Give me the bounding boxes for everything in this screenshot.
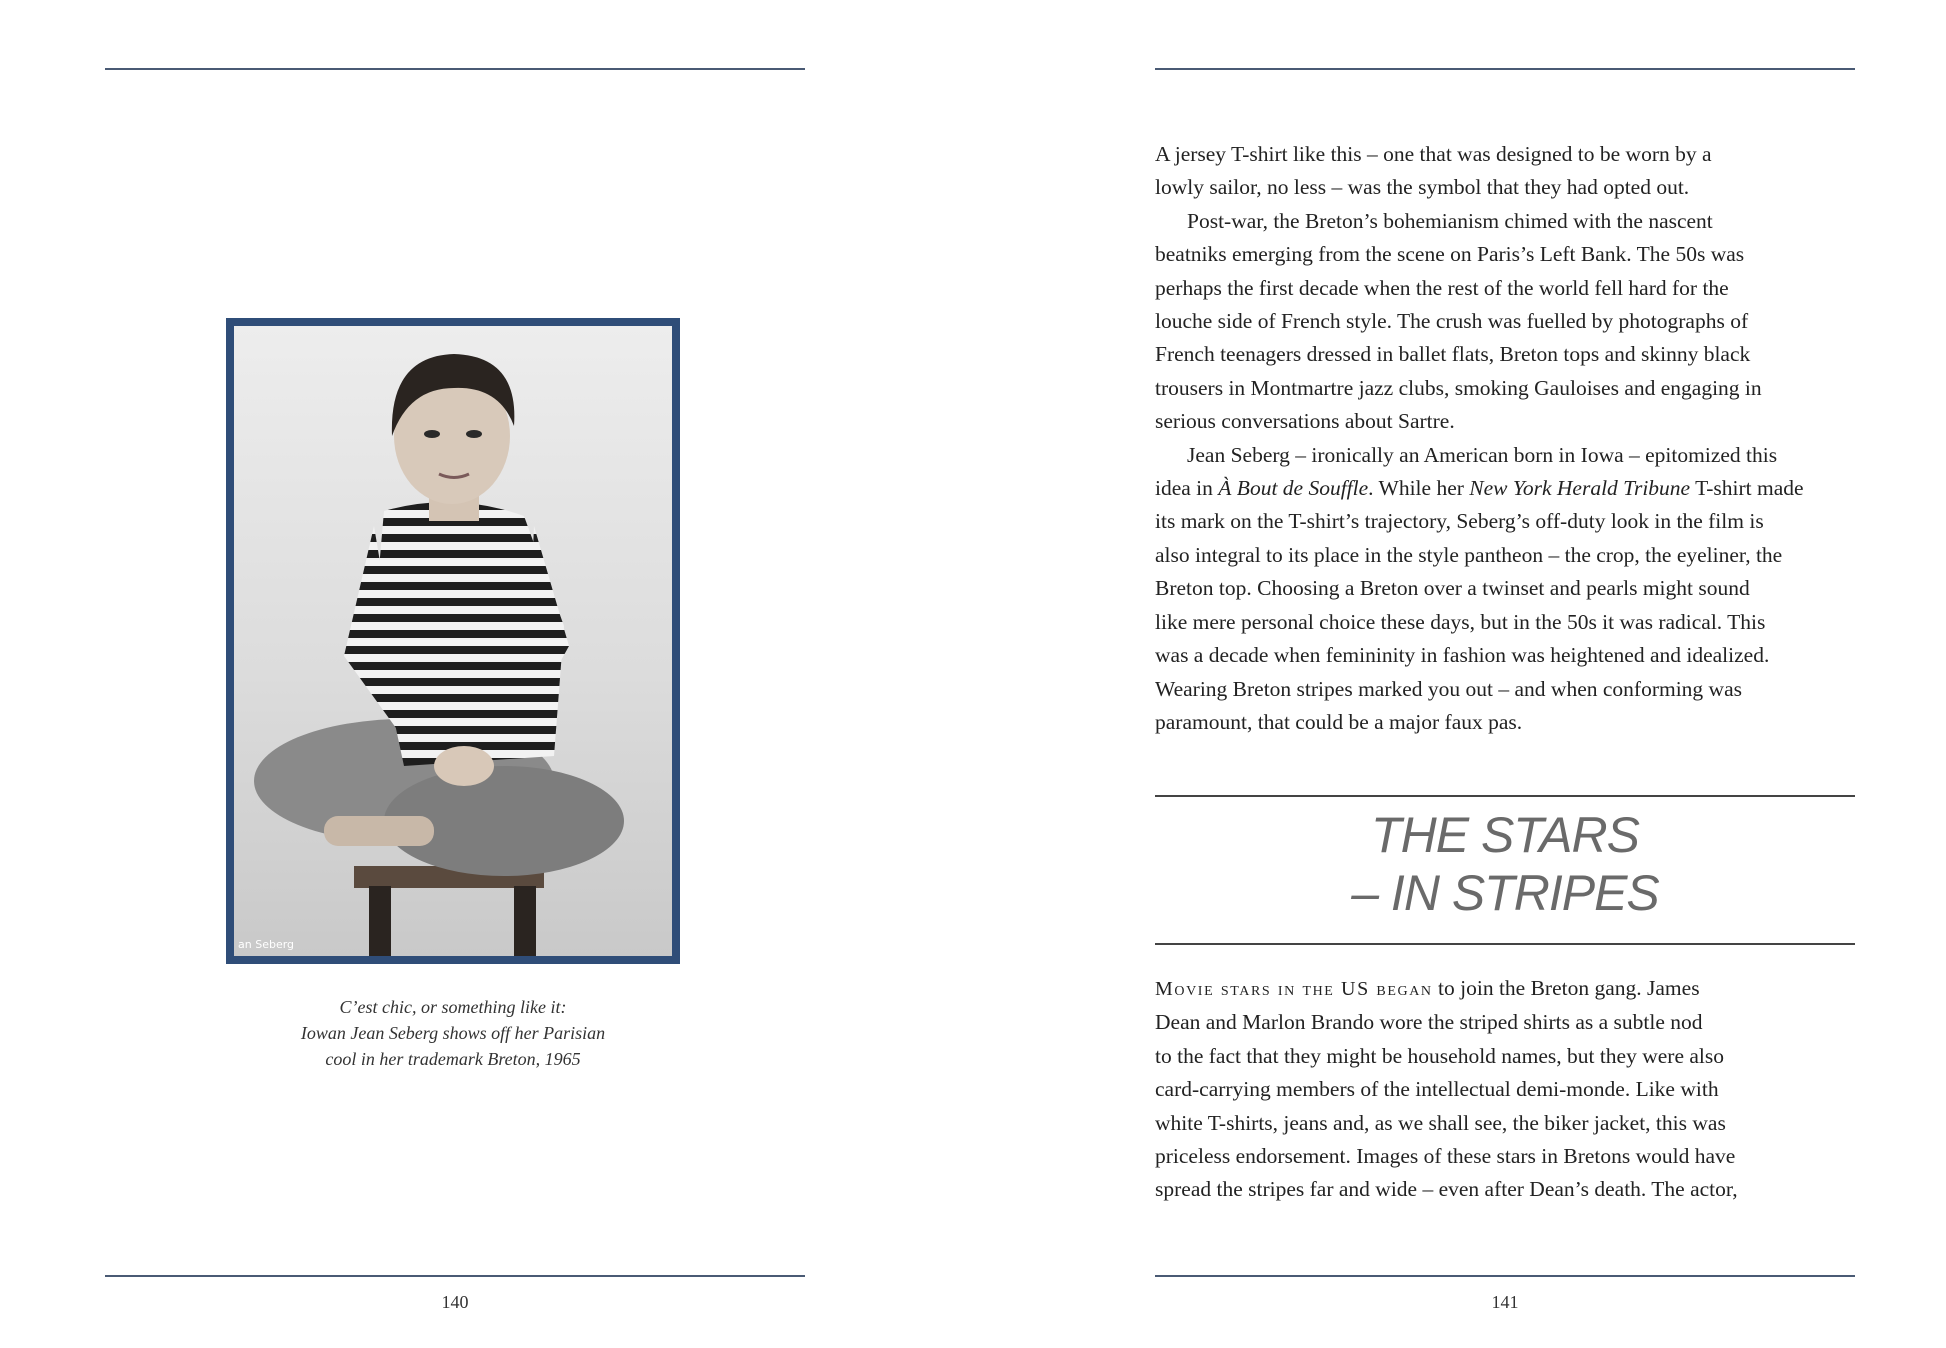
body-text-bottom: [1155, 972, 1855, 1207]
text-line: serious conversations about Sartre.: [1155, 409, 1455, 434]
heading-line: THE STARS: [1371, 807, 1639, 863]
paragraph-2: [1155, 205, 1855, 439]
text-line: lowly sailor, no less – was the symbol that they had opted out.: [1155, 175, 1690, 200]
text-line: Dean and Marlon Brando wore the striped shirts as a subtle nod: [1155, 1010, 1703, 1035]
body-text-top: [1155, 138, 1855, 739]
heading-line: – IN STRIPES: [1351, 865, 1659, 921]
text-line: [1155, 972, 1855, 1006]
top-rule-left: [105, 68, 805, 70]
text-line: Jean Seberg – ironically an American born in Iowa – epitomized this: [1187, 442, 1778, 467]
photo-corner-mark: an Seberg: [238, 938, 295, 951]
caption-line: cool in her trademark Breton, 1965: [325, 1049, 581, 1069]
text-line: to the fact that they might be household names, but they were also: [1155, 1043, 1725, 1068]
caption-line: C’est chic, or something like it:: [339, 997, 567, 1017]
photo-frame: [226, 318, 680, 964]
text-line: louche side of French style. The crush was fuelled by photographs of: [1155, 309, 1749, 334]
text-line: trousers in Montmartre jazz clubs, smoking Gauloises and engaging in: [1155, 375, 1762, 400]
text-line: priceless endorsement. Images of these stars in Bretons would have: [1155, 1144, 1736, 1169]
bottom-rule-right: [1155, 1275, 1855, 1277]
page-number-right: 141: [1491, 1292, 1519, 1312]
caption-line: Iowan Jean Seberg shows off her Parisian: [300, 1023, 606, 1043]
text-line: paramount, that could be a major faux pas.: [1155, 709, 1523, 734]
page-number-left: 140: [441, 1292, 469, 1312]
newspaper-title: New York Herald Tribune: [1469, 476, 1691, 501]
text-line: like mere personal choice these days, but in the 50s it was radical. This: [1155, 609, 1766, 634]
text-line: also integral to its place in the style pantheon – the crop, the eyeliner, the: [1155, 542, 1783, 567]
section-heading: [1155, 806, 1855, 922]
text-run: . While her: [1368, 476, 1470, 501]
text-line: its mark on the T-shirt’s trajectory, Seberg’s off-duty look in the film is: [1155, 509, 1764, 534]
heading-rule-bottom: [1155, 943, 1855, 945]
text-run: T-shirt made: [1690, 476, 1804, 501]
jean-seberg-photo: [234, 326, 672, 956]
bottom-rule-left: [105, 1275, 805, 1277]
paragraph-1: [1155, 138, 1855, 205]
text-line: card-carrying members of the intellectual demi-monde. Like with: [1155, 1077, 1719, 1102]
text-line: [1155, 472, 1855, 505]
text-line: French teenagers dressed in ballet flats, Breton tops and skinny black: [1155, 342, 1751, 367]
photo-illustration: [234, 326, 672, 956]
text-line: was a decade when femininity in fashion was heightened and idealized.: [1155, 643, 1770, 668]
text-line: spread the stripes far and wide – even after Dean’s death. The actor,: [1155, 1177, 1738, 1202]
text-line: Post-war, the Breton’s bohemianism chimed with the nascent: [1187, 208, 1713, 233]
film-title: À Bout de Souffle: [1218, 476, 1369, 501]
paragraph-4: [1155, 972, 1855, 1207]
text-run: to join the Breton gang. James: [1432, 976, 1700, 1000]
paragraph-3: [1155, 439, 1855, 740]
text-line: beatniks emerging from the scene on Paris’s Left Bank. The 50s was: [1155, 242, 1745, 267]
text-run: idea in: [1155, 476, 1219, 501]
text-line: Wearing Breton stripes marked you out – and when conforming was: [1155, 676, 1742, 701]
heading-rule-top: [1155, 795, 1855, 797]
photo-caption: [226, 994, 680, 1072]
text-line: Breton top. Choosing a Breton over a twinset and pearls might sound: [1155, 576, 1750, 601]
top-rule-right: [1155, 68, 1855, 70]
text-line: white T-shirts, jeans and, as we shall see, the biker jacket, this was: [1155, 1110, 1726, 1135]
lead-in: Movie stars in the US began: [1155, 978, 1433, 1000]
text-line: A jersey T-shirt like this – one that was designed to be worn by a: [1155, 142, 1712, 166]
text-line: perhaps the first decade when the rest of the world fell hard for the: [1155, 275, 1729, 300]
